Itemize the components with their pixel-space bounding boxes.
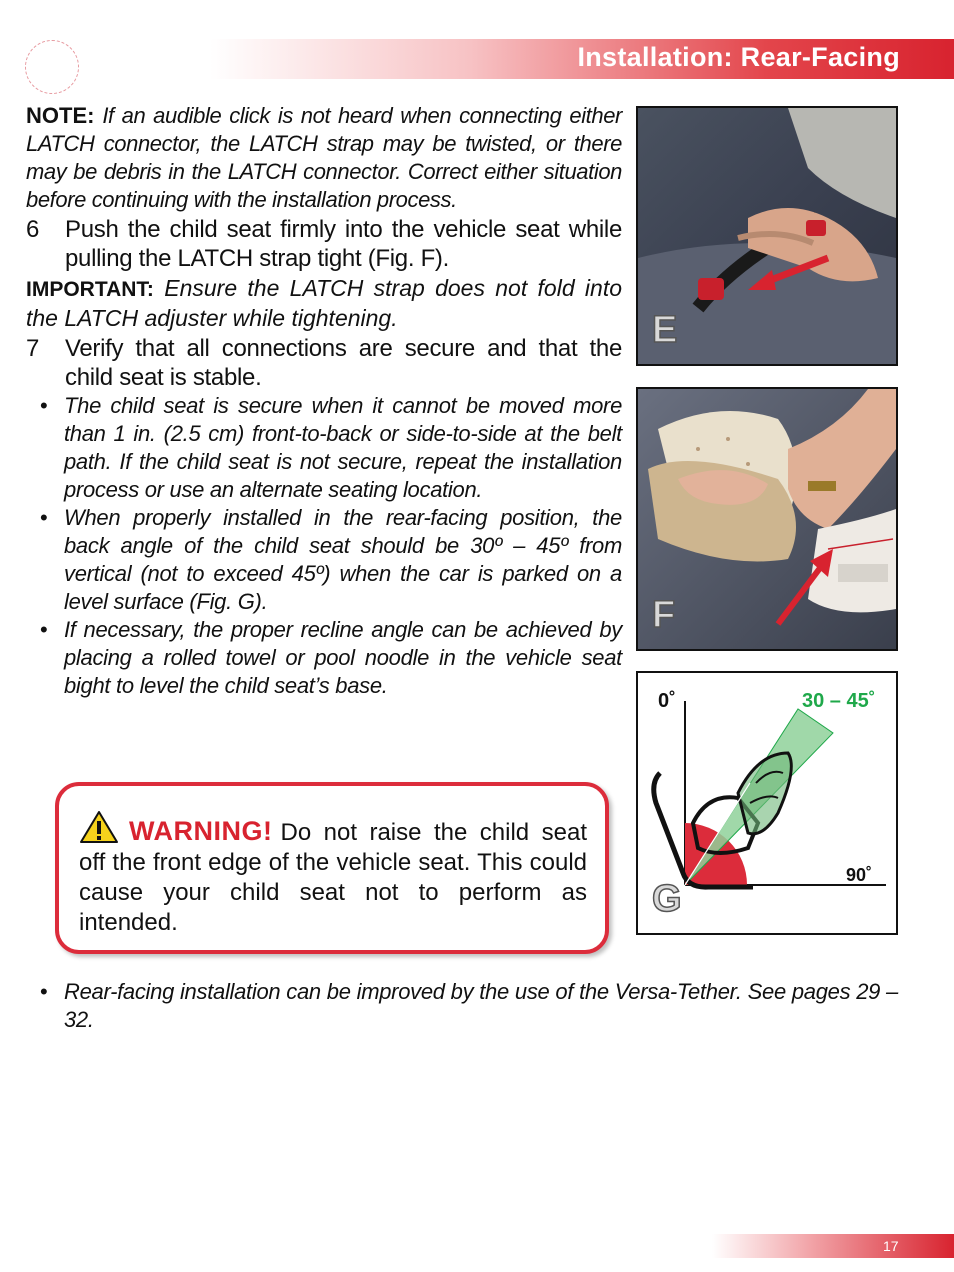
bullet-text: If necessary, the proper recline angle can be achieved by placing a rolled towel or pool noodle in the vehicle seat bight to level the child seat’s base. bbox=[64, 617, 622, 698]
footer-band bbox=[712, 1234, 954, 1258]
important-paragraph bbox=[26, 274, 622, 333]
step-7 bbox=[26, 334, 622, 392]
figure-g-diagram bbox=[636, 671, 898, 935]
bullet-text: Rear-facing installation can be improved by the use of the Versa-Tether. See pages 29 – 32. bbox=[64, 979, 898, 1032]
note-text: If an audible click is not heard when connecting either LATCH connector, the LATCH strap may be twisted, or there may be debris in the LATCH connector. Correct either situation before continuing with the installation process. bbox=[26, 103, 622, 212]
step-text: Push the child seat firmly into the vehicle seat while pulling the LATCH strap tight (Fig. F). bbox=[65, 216, 622, 272]
warning-triangle-icon bbox=[79, 810, 119, 844]
step-6 bbox=[26, 215, 622, 273]
figure-f-illustration bbox=[638, 389, 896, 649]
page-marker-circle bbox=[25, 40, 79, 94]
warning-title: WARNING! bbox=[129, 816, 273, 846]
figure-label: E bbox=[652, 309, 678, 351]
step-number: 6 bbox=[26, 216, 40, 243]
page-number: 17 bbox=[883, 1238, 899, 1254]
bullet-text: When properly installed in the rear-facing position, the back angle of the child seat should be 30º – 45º from vertical (not to exceed 45º) when the car is parked on a level surface (Fig. G). bbox=[64, 505, 622, 614]
important-text: Ensure the LATCH strap does not fold into the LATCH adjuster while tightening. bbox=[26, 275, 622, 331]
bullet-item: • When properly installed in the rear-facing position, the back angle of the child seat should be 30º – 45º from vertical (not to exceed 45º) when the car is parked on a level surface (Fig. G). bbox=[40, 505, 622, 614]
important-label: IMPORTANT: bbox=[26, 278, 154, 301]
step-text: Verify that all connections are secure and that the child seat is stable. bbox=[65, 335, 622, 391]
figure-e-photo bbox=[636, 106, 898, 366]
warning-box bbox=[55, 782, 609, 954]
angle-zero-label: 0˚ bbox=[658, 690, 676, 712]
warning-paragraph bbox=[79, 810, 587, 938]
figure-label: G bbox=[652, 878, 682, 920]
bullet-item: • The child seat is secure when it cannot be moved more than 1 in. (2.5 cm) front-to-back or side-to-side at the belt path. If the child seat is not secure, repeat the installation process or use an alternate seating location. bbox=[40, 393, 622, 502]
main-text-column bbox=[26, 102, 622, 700]
bullet-text: The child seat is secure when it cannot be moved more than 1 in. (2.5 cm) front-to-back or side-to-side at the belt path. If the child seat is not secure, repeat the installation process or use an alternate seating location. bbox=[64, 393, 622, 502]
figure-label: F bbox=[652, 594, 676, 636]
note-label: NOTE: bbox=[26, 103, 95, 128]
note-paragraph bbox=[26, 102, 622, 214]
warning-text: Do not raise the child seat off the front edge of the vehicle seat. This could cause your child seat not to perform as intended. bbox=[79, 819, 587, 936]
bullet-item: • If necessary, the proper recline angle can be achieved by placing a rolled towel or pool noodle in the vehicle seat bight to level the child seat’s base. bbox=[40, 617, 622, 698]
angle-ninety-label: 90˚ bbox=[846, 865, 873, 885]
page-title: Installation: Rear-Facing bbox=[577, 42, 900, 72]
figure-f-photo bbox=[636, 387, 898, 651]
bullet-item: • Rear-facing installation can be improved by the use of the Versa-Tether. See pages 29 – 32. bbox=[40, 979, 898, 1032]
bottom-bullet-block bbox=[26, 978, 898, 1034]
angle-range-label: 30 – 45˚ bbox=[802, 690, 876, 712]
step-number: 7 bbox=[26, 335, 40, 362]
